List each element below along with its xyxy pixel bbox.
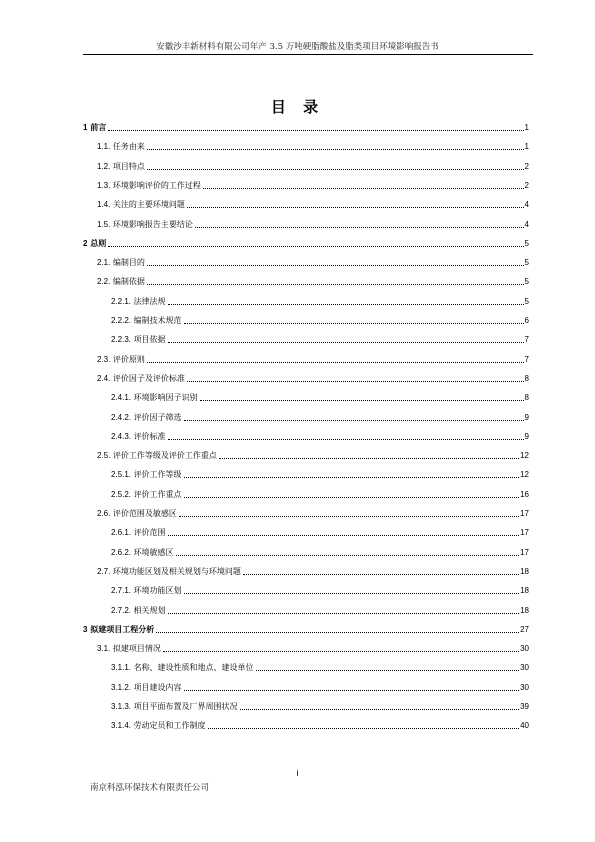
toc-entry-label <box>111 586 182 596</box>
toc-entry-page: 17 <box>520 509 529 518</box>
toc-entry-page: 12 <box>520 451 529 461</box>
toc-entry[interactable] <box>97 140 529 152</box>
toc-entry[interactable] <box>111 295 529 307</box>
toc-entry-label <box>111 683 182 693</box>
toc-entry-number: 2.2.2. <box>111 316 132 325</box>
toc-entry-title: 环境影响因子识别 <box>133 393 198 403</box>
toc-entry[interactable] <box>111 468 529 480</box>
toc-entry-title: 编制技术规范 <box>133 316 182 325</box>
toc-entry-title: 评价原则 <box>112 354 145 364</box>
toc-entry-label <box>83 239 106 249</box>
toc-entry-page: 40 <box>520 721 529 731</box>
header-rule <box>83 54 533 55</box>
toc-entry-label <box>83 625 154 635</box>
toc-dot-leader <box>168 613 520 614</box>
toc-entry-page: 2 <box>524 161 529 171</box>
toc-entry-page: 9 <box>524 412 529 422</box>
toc-entry[interactable] <box>111 411 529 423</box>
running-footer: 南京科泓环保技术有限责任公司 <box>90 783 210 793</box>
toc-entry-title: 编制目的 <box>112 258 145 268</box>
toc-entry-number: 3.1.3. <box>111 702 132 711</box>
toc-dot-leader <box>168 535 520 536</box>
toc-entry-label <box>83 123 106 133</box>
toc-entry-title: 劳动定员和工作制度 <box>133 721 206 731</box>
table-of-contents <box>0 121 595 771</box>
toc-entry[interactable] <box>111 584 529 596</box>
toc-entry-page: 39 <box>520 702 529 711</box>
toc-entry-number: 2.6.2. <box>111 547 132 557</box>
toc-entry-number: 3 <box>83 624 88 634</box>
toc-entry[interactable] <box>111 314 529 326</box>
toc-entry-title: 编制依据 <box>112 277 145 287</box>
toc-entry-number: 2.4.1. <box>111 393 132 403</box>
toc-dot-leader <box>187 207 524 208</box>
toc-entry-number: 2.5. <box>97 451 111 461</box>
toc-entry-page: 5 <box>524 277 529 287</box>
toc-entry-label <box>97 181 201 191</box>
toc-entry-title: 评价工作等级及评价工作重点 <box>112 451 217 461</box>
toc-dot-leader <box>203 188 524 189</box>
toc-entry-number: 1.1. <box>97 142 111 152</box>
toc-entry-page: 6 <box>524 316 529 325</box>
toc-entry[interactable] <box>97 565 529 577</box>
toc-dot-leader <box>187 381 524 382</box>
toc-entry[interactable] <box>97 198 529 210</box>
toc-entry-label <box>97 355 145 365</box>
toc-entry-label <box>111 297 166 307</box>
toc-entry-title: 环境功能区划及相关规划与环境问题 <box>112 566 241 576</box>
toc-dot-leader <box>108 246 523 247</box>
toc-entry-number: 2.2.1. <box>111 296 132 306</box>
toc-entry-number: 3.1.1. <box>111 663 132 673</box>
toc-entry-label <box>111 393 198 403</box>
toc-entry-title: 项目建设内容 <box>133 682 182 692</box>
toc-entry[interactable] <box>111 661 529 673</box>
toc-dot-leader <box>147 169 524 170</box>
toc-entry[interactable] <box>83 237 529 249</box>
toc-entry-number: 2.5.1. <box>111 470 132 480</box>
toc-entry-label <box>111 702 238 712</box>
toc-dot-leader <box>179 516 519 517</box>
toc-entry-title: 环境影响报告主要结论 <box>112 219 193 229</box>
toc-dot-leader <box>184 593 520 594</box>
toc-entry-label <box>111 432 166 442</box>
toc-entry[interactable] <box>83 623 529 635</box>
toc-entry-page: 4 <box>524 200 529 210</box>
toc-entry-label <box>97 162 145 172</box>
toc-entry[interactable] <box>97 507 529 519</box>
toc-entry-title: 评价因子及评价标准 <box>112 373 185 383</box>
toc-entry-page: 9 <box>524 431 529 441</box>
toc-entry-page: 18 <box>520 605 529 615</box>
toc-dot-leader <box>168 439 524 440</box>
toc-entry-label <box>111 413 182 423</box>
toc-dot-leader <box>184 477 520 478</box>
toc-entry[interactable] <box>97 353 529 365</box>
toc-entry[interactable] <box>111 526 529 538</box>
toc-entry-title: 项目依据 <box>133 335 166 345</box>
toc-entry-number: 3.1. <box>97 644 111 654</box>
toc-entry-page: 12 <box>520 470 529 480</box>
toc-dot-leader <box>208 728 520 729</box>
running-header: 安徽沙丰新材料有限公司年产 3.5 万吨硬脂酸盐及脂类项目环境影响报告书 <box>156 42 439 52</box>
toc-entry-label <box>97 200 185 210</box>
toc-entry[interactable] <box>111 719 529 731</box>
toc-entry[interactable] <box>111 430 529 442</box>
toc-entry-title: 拟建项目工程分析 <box>90 624 155 634</box>
toc-entry-number: 2.7. <box>97 566 111 576</box>
toc-entry-page: 30 <box>520 644 529 654</box>
toc-entry-number: 1.4. <box>97 200 111 210</box>
toc-entry-label <box>97 644 161 654</box>
toc-entry-number: 3.1.4. <box>111 721 132 731</box>
toc-entry-label <box>111 663 254 673</box>
toc-entry-page: 18 <box>520 586 529 596</box>
toc-entry-page: 7 <box>524 354 529 364</box>
toc-title: 目 录 <box>270 98 325 116</box>
toc-entry-label <box>97 509 177 519</box>
toc-entry-label <box>97 258 145 268</box>
toc-entry-title: 法律法规 <box>133 296 166 306</box>
toc-entry[interactable] <box>97 179 529 191</box>
page-number: i <box>296 768 299 778</box>
toc-entry-label <box>97 374 185 384</box>
toc-entry-title: 任务由来 <box>112 142 145 152</box>
toc-dot-leader <box>108 130 523 131</box>
toc-entry[interactable] <box>97 218 529 230</box>
toc-entry-number: 2.1. <box>97 258 111 268</box>
toc-entry-number: 2 <box>83 238 88 248</box>
toc-entry-number: 2.4. <box>97 373 111 383</box>
toc-entry-page: 8 <box>524 373 529 383</box>
toc-entry-title: 评价标准 <box>133 431 166 441</box>
toc-entry-title: 拟建项目情况 <box>112 644 161 654</box>
toc-entry-title: 评价因子筛选 <box>133 412 182 422</box>
toc-entry-page: 2 <box>524 180 529 190</box>
toc-entry-page: 5 <box>524 296 529 306</box>
toc-entry-label <box>97 142 145 152</box>
toc-dot-leader <box>168 342 524 343</box>
toc-dot-leader <box>195 227 524 228</box>
toc-entry-number: 2.3. <box>97 354 111 364</box>
toc-dot-leader <box>147 265 524 266</box>
toc-entry-label <box>111 316 182 326</box>
toc-dot-leader <box>243 574 519 575</box>
toc-dot-leader <box>147 149 524 150</box>
toc-entry-page: 1 <box>524 123 529 132</box>
toc-entry-title: 总则 <box>90 238 107 248</box>
toc-entry-title: 环境影响评价的工作过程 <box>112 180 201 190</box>
toc-entry[interactable] <box>97 275 529 287</box>
toc-entry-number: 2.4.3. <box>111 431 132 441</box>
toc-entry[interactable] <box>97 160 529 172</box>
toc-entry-page: 30 <box>520 663 529 673</box>
toc-entry-label <box>97 220 193 230</box>
toc-entry[interactable] <box>111 333 529 345</box>
toc-dot-leader <box>156 632 519 633</box>
toc-dot-leader <box>184 420 524 421</box>
toc-entry-number: 2.4.2. <box>111 412 132 422</box>
toc-dot-leader <box>184 323 524 324</box>
toc-entry-page: 18 <box>520 566 529 576</box>
toc-dot-leader <box>176 555 520 556</box>
toc-entry-title: 环境敏感区 <box>133 547 174 557</box>
toc-entry-number: 1.2. <box>97 161 111 171</box>
toc-dot-leader <box>147 362 524 363</box>
toc-entry-label <box>111 721 206 731</box>
toc-entry-number: 2.2. <box>97 277 111 287</box>
toc-entry-label <box>97 277 145 287</box>
toc-entry-title: 评价工作等级 <box>133 470 182 480</box>
toc-entry-number: 1.5. <box>97 219 111 229</box>
toc-entry[interactable] <box>83 121 529 133</box>
toc-entry[interactable] <box>97 449 529 461</box>
toc-entry-label <box>97 567 241 577</box>
toc-entry-number: 2.5.2. <box>111 489 132 499</box>
toc-entry-label <box>111 606 166 616</box>
toc-entry[interactable] <box>111 604 529 616</box>
toc-entry-title: 名称、建设性质和地点、建设单位 <box>133 663 254 673</box>
toc-entry-page: 7 <box>524 335 529 345</box>
toc-entry-page: 5 <box>524 238 529 248</box>
toc-entry-title: 评价范围 <box>133 528 166 538</box>
toc-entry-label <box>111 548 174 558</box>
toc-entry-number: 1.3. <box>97 180 111 190</box>
toc-entry-page: 4 <box>524 219 529 229</box>
toc-entry-title: 相关规划 <box>133 605 166 615</box>
toc-entry-page: 27 <box>520 624 529 634</box>
toc-entry-label <box>111 528 166 538</box>
toc-entry-title: 评价工作重点 <box>133 489 182 499</box>
toc-entry-page: 1 <box>524 142 529 152</box>
toc-dot-leader <box>219 458 519 459</box>
toc-dot-leader <box>240 709 520 710</box>
toc-dot-leader <box>147 284 524 285</box>
toc-entry-number: 2.7.1. <box>111 586 132 596</box>
toc-dot-leader <box>168 304 524 305</box>
toc-entry-title: 项目平面布置及厂界周围状况 <box>133 702 238 711</box>
toc-entry-title: 项目特点 <box>112 161 145 171</box>
toc-entry-number: 2.6. <box>97 509 111 518</box>
toc-entry-title: 评价范围及敏感区 <box>112 509 177 518</box>
toc-entry-title: 环境功能区划 <box>133 586 182 596</box>
toc-entry[interactable] <box>111 488 529 500</box>
toc-dot-leader <box>184 497 520 498</box>
toc-entry-page: 17 <box>520 547 529 557</box>
toc-entry-page: 8 <box>524 393 529 403</box>
toc-dot-leader <box>163 651 519 652</box>
toc-entry-number: 2.7.2. <box>111 605 132 615</box>
toc-entry-number: 2.2.3. <box>111 335 132 345</box>
toc-entry[interactable] <box>111 391 529 403</box>
toc-entry-number: 2.6.1. <box>111 528 132 538</box>
toc-dot-leader <box>256 670 520 671</box>
toc-entry[interactable] <box>111 681 529 693</box>
toc-entry-title: 前言 <box>90 123 107 132</box>
toc-entry-page: 30 <box>520 682 529 692</box>
toc-dot-leader <box>200 400 524 401</box>
toc-entry[interactable] <box>97 642 529 654</box>
toc-entry-label <box>111 490 182 500</box>
toc-entry-page: 16 <box>520 489 529 499</box>
toc-dot-leader <box>184 690 520 691</box>
toc-entry-title: 关注的主要环境问题 <box>112 200 185 210</box>
toc-entry-label <box>111 470 182 480</box>
toc-entry-number: 3.1.2. <box>111 682 132 692</box>
toc-entry[interactable] <box>111 546 529 558</box>
toc-entry-label <box>111 335 166 345</box>
toc-entry[interactable] <box>111 700 529 712</box>
toc-entry-number: 1 <box>83 123 88 132</box>
toc-entry-label <box>97 451 217 461</box>
toc-entry-page: 5 <box>524 258 529 268</box>
toc-entry[interactable] <box>97 256 529 268</box>
toc-entry[interactable] <box>97 372 529 384</box>
toc-entry-page: 17 <box>520 528 529 538</box>
